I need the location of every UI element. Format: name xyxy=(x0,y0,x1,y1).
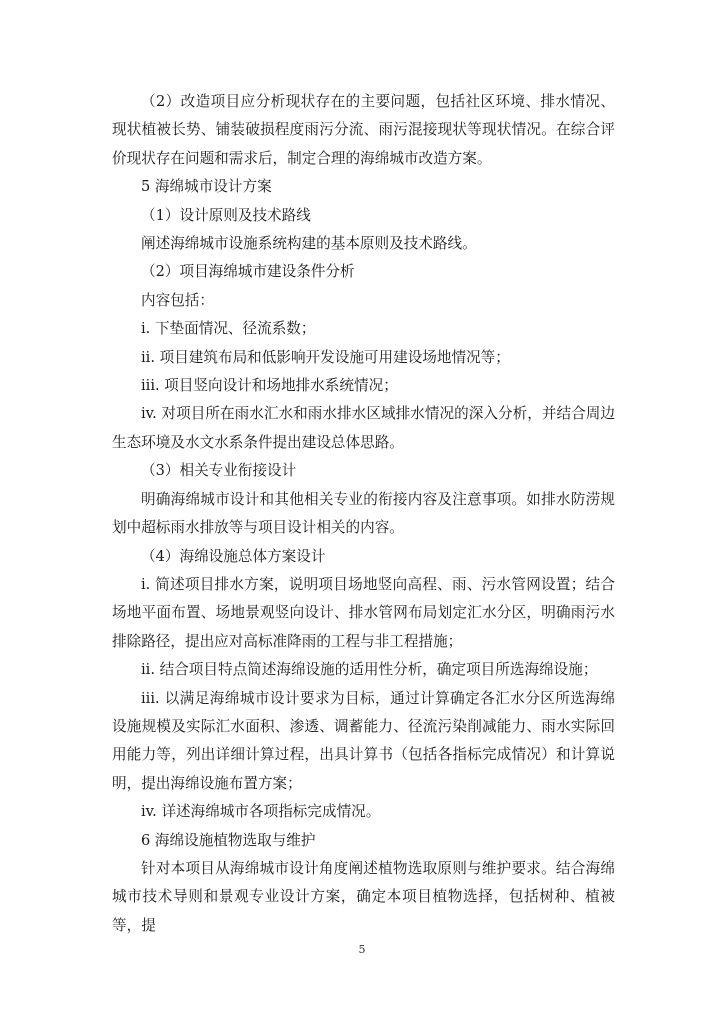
paragraph-design-principles: 阐述海绵城市设施系统构建的基本原则及技术路线。 xyxy=(141,235,477,253)
subheading-related-disciplines: （3）相关专业衔接设计 xyxy=(141,462,297,480)
section-heading-6: 6 海绵设施植物选取与维护 xyxy=(141,831,316,849)
page-number: 5 xyxy=(358,943,366,956)
subheading-construction-conditions: （2）项目海绵城市建设条件分析 xyxy=(141,263,355,281)
list-item-ii-applicability: ii. 结合项目特点简述海绵设施的适用性分析，确定项目所选海绵设施； xyxy=(141,661,598,679)
list-item-iv-indicators: iv. 详述海绵城市各项指标完成情况。 xyxy=(141,803,381,821)
list-item-i-underlying-surface: i. 下垫面情况、径流系数； xyxy=(141,320,316,338)
subheading-overall-scheme: （4）海绵设施总体方案设计 xyxy=(141,547,326,565)
subheading-design-principles: （1）设计原则及技术路线 xyxy=(141,206,311,224)
paragraph-renovation-analysis: （2）改造项目应分析现状存在的主要问题，包括社区环境、排水情况、现状植被长势、铺装破损程度雨污分流、雨污混接现状等现状情况。在综合评价现状存在问题和需求后，制定合理的海绵城市改造方案。 xyxy=(112,93,615,167)
document-body xyxy=(112,88,615,940)
paragraph-plant-selection: 针对本项目从海绵城市设计角度阐述植物选取原则与维护要求。结合海绵城市技术导则和景观专业设计方案，确定本项目植物选择，包括树种、植被等，提 xyxy=(112,859,615,934)
list-item-i-drainage-scheme: i. 简述项目排水方案，说明项目场地竖向高程、雨、污水管网设置；结合场地平面布置、场地景观竖向设计、排水管网布局划定汇水分区，明确雨污水排除路径，提出应对高标准降雨的工程与非工程措施； xyxy=(112,575,615,650)
list-item-ii-building-layout: ii. 项目建筑布局和低影响开发设施可用建设场地情况等； xyxy=(141,348,510,366)
paragraph-related-disciplines: 明确海绵城市设计和其他相关专业的衔接内容及注意事项。如排水防涝规划中超标雨水排放等与项目设计相关的内容。 xyxy=(112,490,615,537)
section-heading-5: 5 海绵城市设计方案 xyxy=(141,178,272,196)
paragraph-content-includes: 内容包括： xyxy=(141,291,214,309)
list-item-iii-vertical-design: iii. 项目竖向设计和场地排水系统情况； xyxy=(141,377,398,395)
list-item-iii-calculation: iii. 以满足海绵城市设计要求为目标，通过计算确定各汇水分区所选海绵设施规模及实际汇水面积、渗透、调蓄能力、径流污染削减能力、雨水实际回用能力等，列出详细计算过程，出具计算书（包括各指标完成情况）和计算说明，提出海绵设施布置方案； xyxy=(112,689,615,792)
list-item-iv-drainage-analysis: iv. 对项目所在雨水汇水和雨水排水区域排水情况的深入分析，并结合周边生态环境及水文水系条件提出建设总体思路。 xyxy=(112,405,615,451)
